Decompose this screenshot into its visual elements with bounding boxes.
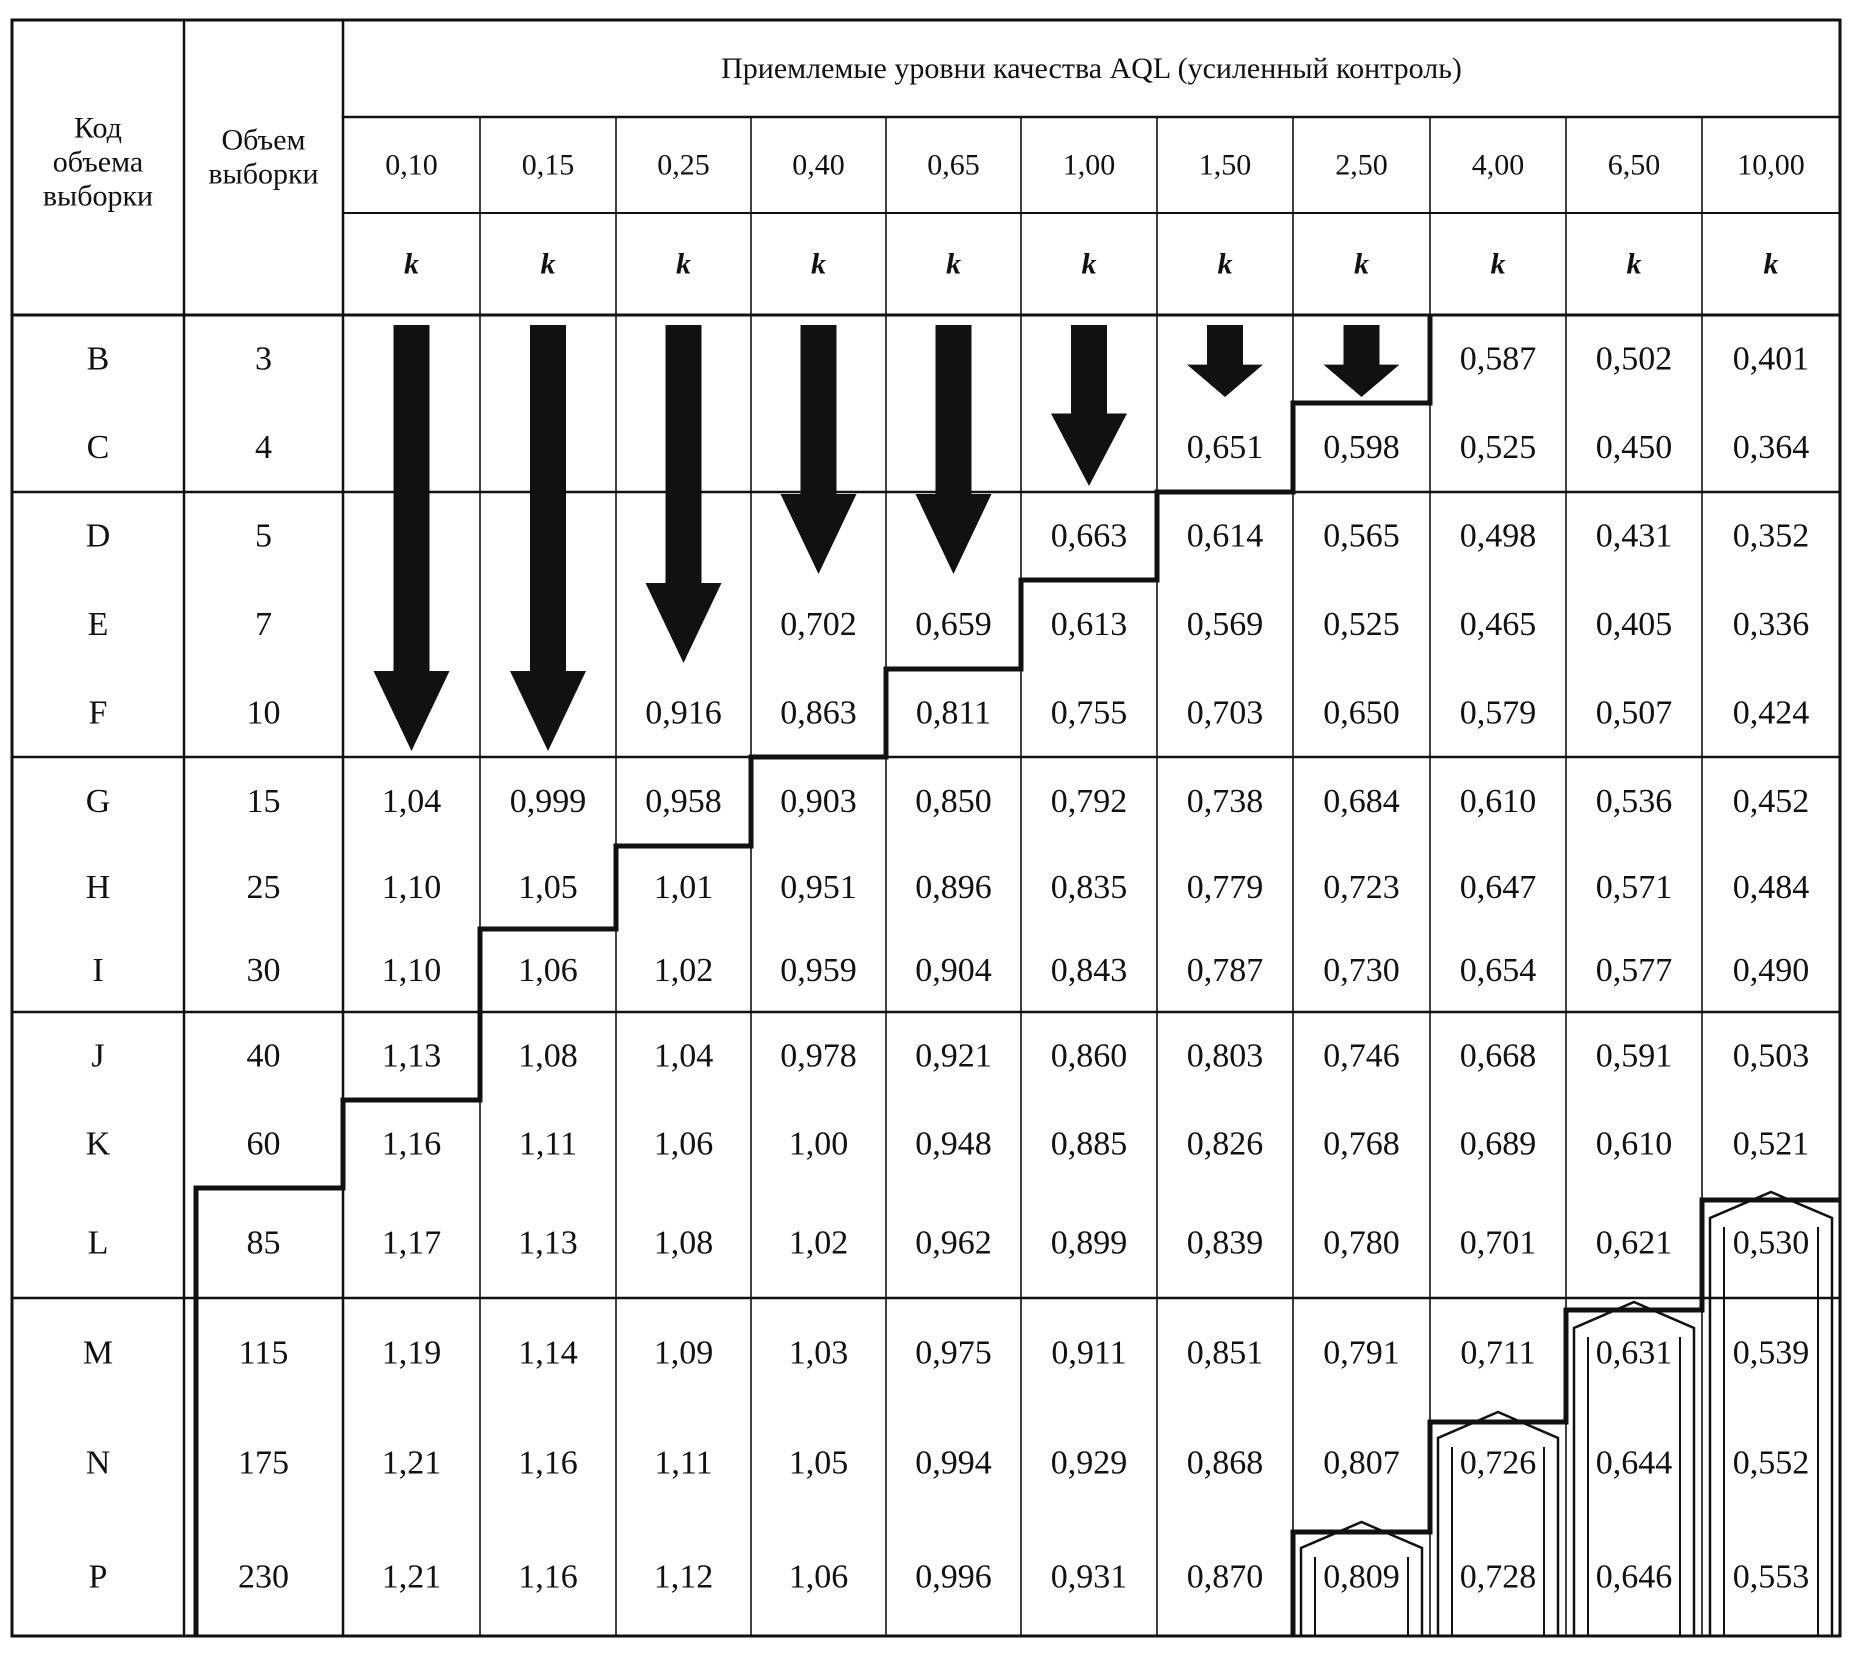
k-value: 0,651	[1186, 429, 1264, 466]
k-value: 0,598	[1323, 429, 1400, 466]
k-value: 0,738	[1186, 783, 1264, 820]
k-value: 0,336	[1732, 606, 1810, 643]
table-text	[43, 52, 1809, 1596]
k-value: 0,792	[1050, 783, 1128, 820]
k-value: 0,809	[1323, 1558, 1400, 1596]
k-value: 0,565	[1323, 517, 1400, 555]
k-value: 1,04	[653, 1037, 714, 1075]
down-arrow-icon	[1187, 325, 1263, 397]
sample-code: P	[88, 1558, 108, 1596]
k-value: 1,21	[381, 1444, 442, 1482]
k-value: 0,577	[1595, 952, 1673, 989]
k-value: 1,21	[381, 1558, 442, 1596]
k-value: 0,850	[915, 783, 992, 820]
sample-code: K	[85, 1125, 111, 1163]
k-value: 0,650	[1323, 694, 1400, 732]
k-value: 0,552	[1732, 1444, 1810, 1482]
k-value: 0,507	[1595, 694, 1673, 732]
aql-level-header: 0,15	[521, 148, 575, 182]
k-value: 0,465	[1459, 606, 1537, 643]
k-symbol: k	[404, 247, 419, 281]
k-value: 0,702	[780, 606, 857, 643]
sample-size: 30	[246, 952, 281, 989]
k-value: 0,728	[1459, 1558, 1537, 1596]
k-value: 0,539	[1732, 1334, 1810, 1372]
sample-code: L	[87, 1224, 109, 1262]
down-arrow-icon	[510, 325, 586, 751]
k-value: 1,13	[381, 1037, 442, 1075]
k-symbol: k	[1354, 247, 1369, 281]
sample-size: 40	[246, 1037, 281, 1075]
k-value: 0,851	[1186, 1334, 1264, 1372]
k-value: 0,723	[1323, 869, 1400, 906]
down-arrow-icon	[646, 325, 722, 663]
k-value: 0,746	[1323, 1037, 1400, 1075]
k-value: 0,431	[1595, 517, 1673, 555]
sample-size: 15	[246, 783, 281, 820]
k-value: 0,569	[1186, 606, 1264, 643]
k-value: 0,654	[1459, 952, 1537, 989]
code-column-header: Код	[74, 111, 122, 145]
code-column-header: объема	[52, 145, 144, 179]
k-symbol: k	[946, 247, 961, 281]
k-value: 0,726	[1459, 1444, 1537, 1482]
sample-size: 115	[238, 1334, 289, 1372]
k-value: 0,644	[1595, 1444, 1673, 1482]
k-value: 0,553	[1732, 1558, 1810, 1596]
down-arrow-icon	[916, 325, 992, 574]
k-value: 0,978	[780, 1037, 857, 1075]
k-value: 0,959	[780, 952, 857, 989]
k-value: 0,571	[1595, 869, 1673, 906]
k-value: 0,503	[1732, 1037, 1810, 1075]
k-value: 1,10	[381, 952, 442, 989]
k-value: 1,06	[653, 1125, 714, 1163]
sample-code: F	[88, 694, 108, 732]
k-value: 0,768	[1323, 1125, 1400, 1163]
down-arrow-icon	[1324, 325, 1400, 397]
k-value: 1,17	[381, 1224, 442, 1262]
sample-code: G	[85, 783, 111, 820]
k-value: 0,899	[1050, 1224, 1128, 1262]
k-value: 1,08	[518, 1037, 578, 1075]
aql-title: Приемлемые уровни качества AQL (усиленный контроль)	[721, 52, 1462, 85]
k-value: 0,839	[1186, 1224, 1264, 1262]
sample-code: E	[87, 606, 109, 643]
k-value: 1,13	[518, 1224, 578, 1262]
k-value: 0,668	[1459, 1037, 1537, 1075]
k-value: 0,755	[1050, 694, 1128, 732]
k-value: 0,405	[1595, 606, 1673, 643]
k-value: 0,958	[645, 783, 722, 820]
k-value: 0,921	[915, 1037, 992, 1075]
sample-size: 85	[246, 1224, 281, 1262]
k-value: 1,11	[518, 1125, 578, 1163]
sample-code: J	[91, 1037, 105, 1075]
k-value: 0,364	[1732, 429, 1810, 466]
k-value: 1,06	[788, 1558, 849, 1596]
sample-size: 25	[246, 869, 281, 906]
aql-level-header: 10,00	[1737, 148, 1805, 182]
aql-level-header: 2,50	[1335, 148, 1388, 182]
k-value: 0,916	[645, 694, 722, 732]
k-value: 0,450	[1595, 429, 1673, 466]
down-arrow-icon	[781, 325, 857, 574]
k-value: 0,536	[1595, 783, 1673, 820]
k-value: 0,521	[1732, 1125, 1810, 1163]
k-value: 0,614	[1186, 517, 1264, 555]
aql-level-header: 6,50	[1607, 148, 1661, 182]
k-value: 0,860	[1050, 1037, 1128, 1075]
k-value: 0,929	[1050, 1444, 1128, 1482]
k-value: 0,484	[1732, 869, 1810, 906]
k-value: 1,01	[653, 869, 714, 906]
sample-size: 175	[238, 1444, 289, 1482]
k-value: 0,896	[915, 869, 992, 906]
k-value: 0,579	[1459, 694, 1537, 732]
k-value: 0,826	[1186, 1125, 1264, 1163]
k-symbol: k	[540, 247, 556, 281]
k-value: 0,663	[1050, 517, 1128, 555]
acceptance-boundary-line	[196, 315, 1840, 1636]
k-value: 0,689	[1459, 1125, 1537, 1163]
k-value: 0,610	[1459, 783, 1537, 820]
k-value: 0,525	[1323, 606, 1400, 643]
sample-size: 7	[255, 606, 272, 643]
code-column-header: выборки	[42, 179, 154, 213]
k-value: 0,730	[1323, 952, 1400, 989]
k-value: 0,613	[1050, 606, 1128, 643]
sample-size: 3	[255, 340, 272, 378]
k-value: 1,02	[653, 952, 714, 989]
aql-level-header: 1,00	[1062, 148, 1116, 182]
sample-code: M	[82, 1334, 114, 1372]
k-value: 0,452	[1732, 783, 1810, 820]
k-value: 1,02	[788, 1224, 849, 1262]
k-value: 1,19	[381, 1334, 442, 1372]
k-value: 0,911	[1051, 1334, 1127, 1372]
k-value: 0,948	[915, 1125, 992, 1163]
aql-level-header: 0,10	[385, 148, 438, 182]
k-value: 0,621	[1595, 1224, 1673, 1262]
k-symbol: k	[1217, 247, 1233, 281]
aql-level-header: 0,65	[927, 148, 980, 182]
k-value: 0,904	[915, 952, 992, 989]
k-value: 0,868	[1186, 1444, 1264, 1482]
k-value: 0,631	[1595, 1334, 1673, 1372]
k-value: 0,646	[1595, 1558, 1673, 1596]
k-value: 0,787	[1186, 952, 1264, 989]
k-value: 0,490	[1732, 952, 1810, 989]
k-value: 1,03	[788, 1334, 849, 1372]
k-value: 0,591	[1595, 1037, 1673, 1075]
k-value: 0,525	[1459, 429, 1537, 466]
k-symbol: k	[811, 247, 826, 281]
sample-size: 10	[246, 694, 281, 732]
k-value: 0,807	[1323, 1444, 1400, 1482]
k-symbol: k	[1763, 247, 1779, 281]
k-value: 0,352	[1732, 517, 1810, 555]
k-value: 0,931	[1050, 1558, 1128, 1596]
k-value: 1,06	[518, 952, 578, 989]
aql-level-header: 4,00	[1471, 148, 1525, 182]
sample-size: 5	[255, 517, 272, 555]
k-value: 1,16	[518, 1558, 578, 1596]
k-value: 1,04	[381, 783, 442, 820]
k-value: 0,701	[1459, 1224, 1537, 1262]
sample-size: 60	[246, 1125, 281, 1163]
k-value: 0,885	[1050, 1125, 1128, 1163]
aql-level-header: 1,50	[1198, 148, 1252, 182]
sample-code: D	[85, 517, 111, 555]
k-value: 0,994	[915, 1444, 992, 1482]
k-value: 0,401	[1732, 340, 1810, 378]
k-value: 1,16	[381, 1125, 442, 1163]
k-value: 1,08	[653, 1224, 714, 1262]
k-value: 0,863	[780, 694, 857, 732]
k-value: 1,00	[788, 1125, 849, 1163]
k-value: 0,996	[915, 1558, 992, 1596]
sample-code: H	[85, 869, 111, 906]
k-value: 0,780	[1323, 1224, 1400, 1262]
k-symbol: k	[1490, 247, 1506, 281]
k-value: 0,587	[1459, 340, 1537, 378]
size-column-header: выборки	[208, 157, 319, 191]
k-value: 0,684	[1323, 783, 1400, 820]
k-value: 1,09	[653, 1334, 714, 1372]
sample-size: 230	[238, 1558, 289, 1596]
sample-code: N	[85, 1444, 111, 1482]
k-value: 0,903	[780, 783, 857, 820]
k-value: 0,870	[1186, 1558, 1264, 1596]
sample-code: I	[92, 952, 104, 989]
aql-level-header: 0,25	[657, 148, 710, 182]
k-value: 1,16	[518, 1444, 578, 1482]
sample-size: 4	[255, 429, 272, 466]
k-value: 0,659	[915, 606, 992, 643]
k-symbol: k	[676, 247, 691, 281]
k-value: 0,975	[915, 1334, 992, 1372]
k-value: 0,711	[1460, 1334, 1536, 1372]
k-value: 0,835	[1050, 869, 1128, 906]
k-value: 1,05	[788, 1444, 849, 1482]
k-value: 0,647	[1459, 869, 1537, 906]
k-symbol: k	[1081, 247, 1097, 281]
k-value: 0,999	[509, 783, 587, 820]
k-value: 0,791	[1323, 1334, 1400, 1372]
k-value: 1,05	[518, 869, 578, 906]
sample-code: C	[86, 429, 110, 466]
k-value: 0,424	[1732, 694, 1810, 732]
k-symbol: k	[1626, 247, 1642, 281]
k-value: 0,610	[1595, 1125, 1673, 1163]
k-value: 0,530	[1732, 1224, 1810, 1262]
k-value: 0,803	[1186, 1037, 1264, 1075]
down-arrow-icon	[1051, 325, 1127, 486]
k-value: 1,12	[653, 1558, 714, 1596]
size-column-header: Объем	[221, 123, 306, 157]
k-value: 1,14	[518, 1334, 578, 1372]
k-value: 1,11	[654, 1444, 713, 1482]
k-value: 0,951	[780, 869, 857, 906]
k-value: 0,843	[1050, 952, 1128, 989]
k-value: 0,962	[915, 1224, 992, 1262]
k-value: 1,10	[381, 869, 442, 906]
aql-level-header: 0,40	[792, 148, 845, 182]
k-value: 0,811	[915, 694, 992, 732]
sample-code: B	[86, 340, 110, 378]
down-arrow-icon	[374, 325, 450, 751]
k-value: 0,498	[1459, 517, 1537, 555]
k-value: 0,502	[1595, 340, 1673, 378]
k-value: 0,703	[1186, 694, 1264, 732]
k-value: 0,779	[1186, 869, 1264, 906]
